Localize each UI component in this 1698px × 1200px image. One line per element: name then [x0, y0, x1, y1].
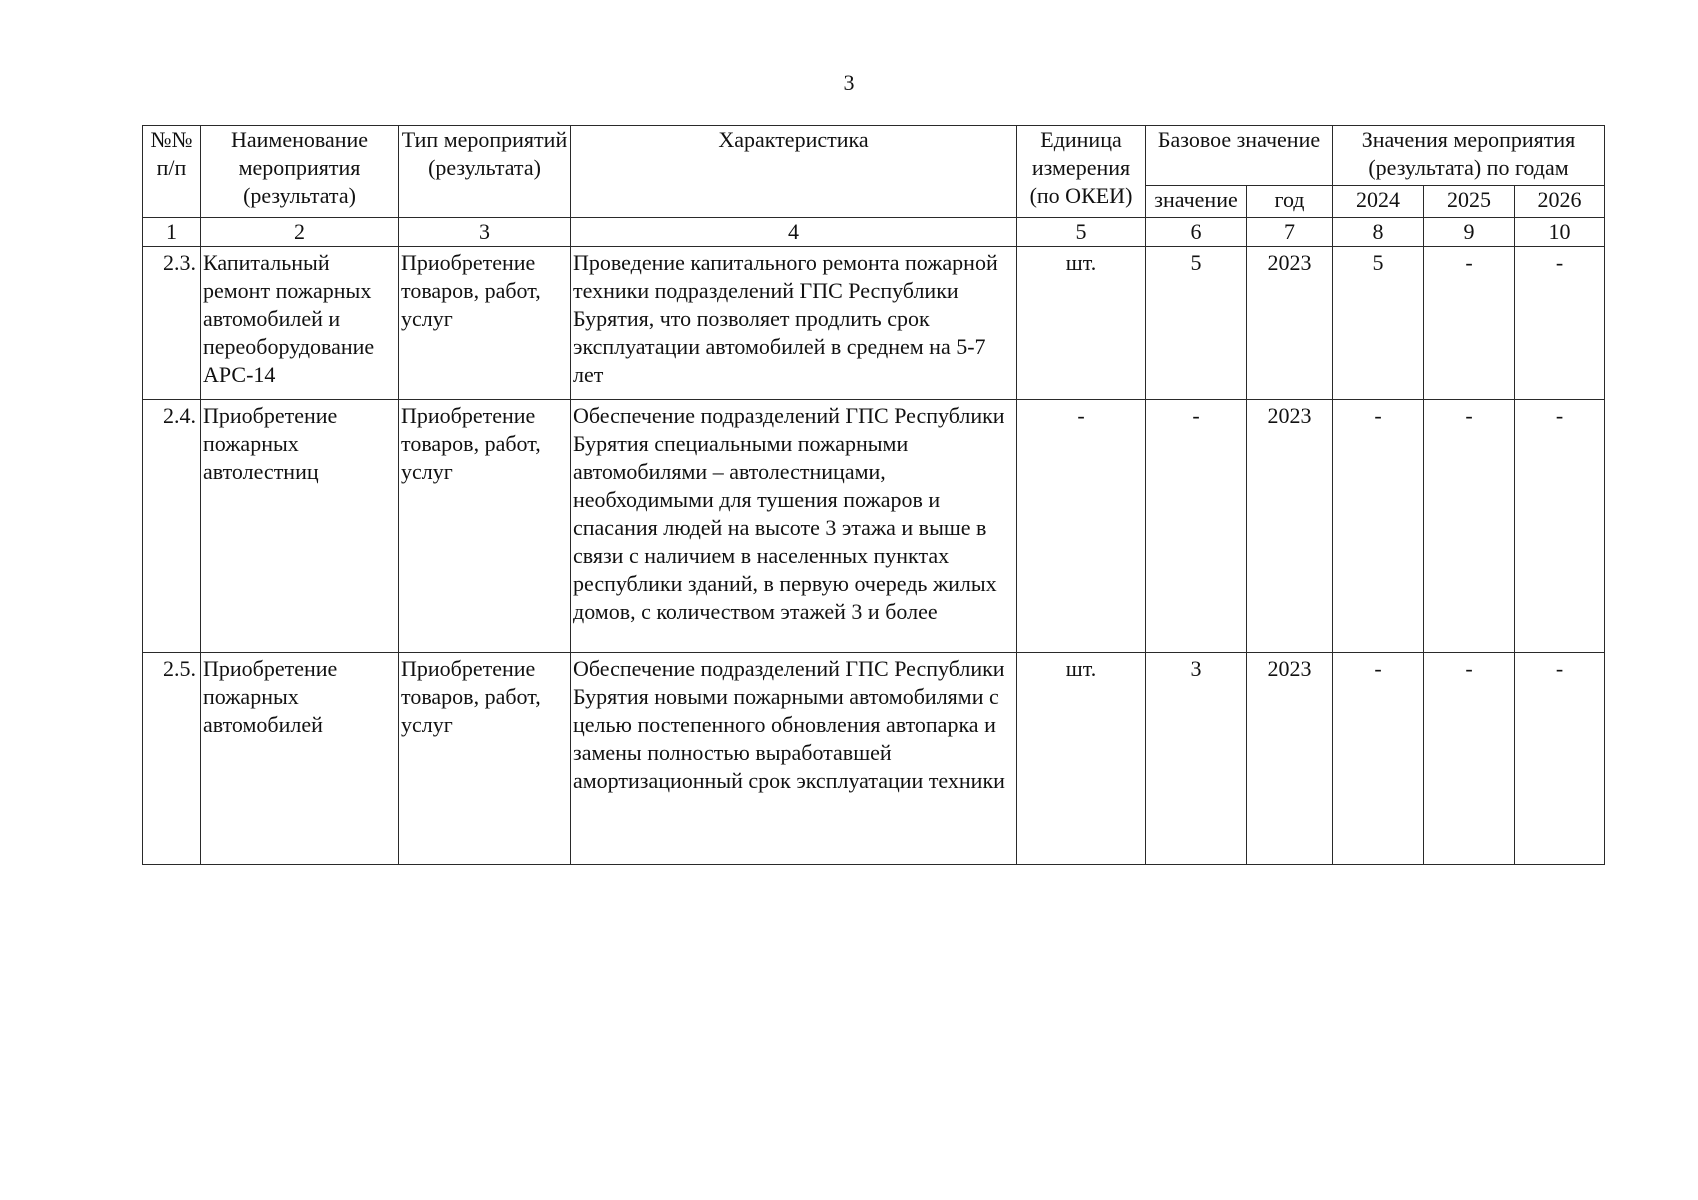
column-number: 1	[143, 218, 201, 247]
column-number: 6	[1146, 218, 1247, 247]
table-row	[143, 653, 1605, 865]
row-num: 2.5.	[143, 653, 201, 865]
column-number: 5	[1017, 218, 1146, 247]
header-base: Базовое значение	[1146, 126, 1333, 186]
row-unit: -	[1017, 400, 1146, 653]
row-value-2025: -	[1424, 400, 1515, 653]
row-base-year: 2023	[1247, 653, 1333, 865]
row-num: 2.4.	[143, 400, 201, 653]
table-row	[143, 400, 1605, 653]
row-value-2025: -	[1424, 653, 1515, 865]
row-name: Приобретение пожарных автомобилей	[201, 653, 399, 865]
row-value-2025: -	[1424, 247, 1515, 400]
header-characteristic: Характеристика	[571, 126, 1017, 218]
column-number: 4	[571, 218, 1017, 247]
row-name: Приобретение пожарных автолестниц	[201, 400, 399, 653]
column-number-row	[143, 218, 1605, 247]
column-number: 10	[1515, 218, 1605, 247]
column-number: 7	[1247, 218, 1333, 247]
row-unit: шт.	[1017, 247, 1146, 400]
header-year-2026: 2026	[1515, 186, 1605, 218]
activities-table	[142, 125, 1605, 865]
header-unit: Единица измерения (по ОКЕИ)	[1017, 126, 1146, 218]
column-number: 8	[1333, 218, 1424, 247]
row-characteristic: Проведение капитального ремонта пожарной техники подразделений ГПС Республики Бурятия, что позволяет продлить срок эксплуатации автомобилей в среднем на 5-7 лет	[571, 247, 1017, 400]
header-year-2025: 2025	[1424, 186, 1515, 218]
row-characteristic: Обеспечение подразделений ГПС Республики Бурятия новыми пожарными автомобилями с целью постепенного обновления автопарка и замены полностью выработавшей амортизационный срок эксплуатации техники	[571, 653, 1017, 865]
row-base-year: 2023	[1247, 247, 1333, 400]
row-type: Приобретение товаров, работ, услуг	[399, 247, 571, 400]
row-value-2026: -	[1515, 400, 1605, 653]
row-unit: шт.	[1017, 653, 1146, 865]
header-year-2024: 2024	[1333, 186, 1424, 218]
row-type: Приобретение товаров, работ, услуг	[399, 400, 571, 653]
row-base-value: -	[1146, 400, 1247, 653]
row-characteristic: Обеспечение подразделений ГПС Республики Бурятия специальными пожарными автомобилями – автолестницами, необходимыми для тушения пожаров и спасания людей на высоте 3 этажа и выше в связи с наличием в населенных пунктах республики зданий, в первую очередь жилых домов, с количеством этажей 3 и более	[571, 400, 1017, 653]
row-value-2024: -	[1333, 653, 1424, 865]
column-number: 2	[201, 218, 399, 247]
row-name: Капитальный ремонт пожарных автомобилей и переоборудование АРС-14	[201, 247, 399, 400]
row-base-value: 3	[1146, 653, 1247, 865]
header-type: Тип мероприятий (результата)	[399, 126, 571, 218]
header-num: №№ п/п	[143, 126, 201, 218]
row-value-2026: -	[1515, 653, 1605, 865]
row-value-2024: -	[1333, 400, 1424, 653]
column-number: 3	[399, 218, 571, 247]
column-number: 9	[1424, 218, 1515, 247]
row-value-2026: -	[1515, 247, 1605, 400]
header-name: Наименование мероприятия (результата)	[201, 126, 399, 218]
row-base-year: 2023	[1247, 400, 1333, 653]
header-base-year: год	[1247, 186, 1333, 218]
header-years: Значения мероприятия (результата) по годам	[1333, 126, 1605, 186]
row-base-value: 5	[1146, 247, 1247, 400]
row-value-2024: 5	[1333, 247, 1424, 400]
table-row	[143, 247, 1605, 400]
header-base-value: значение	[1146, 186, 1247, 218]
row-type: Приобретение товаров, работ, услуг	[399, 653, 571, 865]
row-num: 2.3.	[143, 247, 201, 400]
page-number: 3	[843, 70, 855, 95]
